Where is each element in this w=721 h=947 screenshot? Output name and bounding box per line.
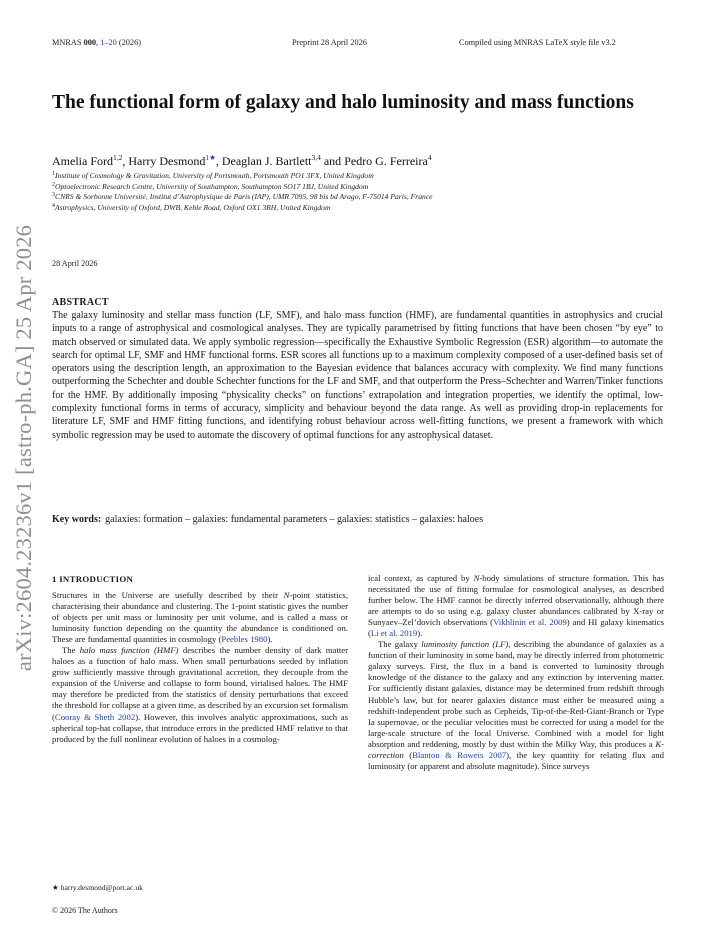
submission-date: 28 April 2026 — [52, 259, 98, 268]
author-list: Amelia Ford$^{1,2}$, Harry Desmond$^{1★}$, Deaglan J. Bartlett$^{3,4}$ and Pedro G. Ferreira$^4$ — [52, 153, 432, 168]
affiliation: $^4$Astrophysics, University of Oxford, DWB, Keble Road, Oxford OX1 3RH, United Kingdom — [52, 202, 331, 212]
keywords-label: Key words: — [52, 514, 102, 525]
arxiv-sidebar — [6, 224, 42, 672]
citation-link[interactable]: Blanton & Roweis 2007 — [412, 749, 507, 760]
author-name: Harry Desmond — [128, 154, 206, 168]
body-column-left — [52, 590, 348, 745]
arxiv-identifier: arXiv:2604.23236v1 [astro-ph.GA] 25 Apr 2026 — [11, 224, 36, 672]
body-column-right — [368, 573, 664, 772]
running-header-preprint: Preprint 28 April 2026 — [292, 38, 367, 47]
paragraph: ical context, as captured by N-body simulations of structure formation. This has necessitated the use of fitting formulae for cosmological analyses, as described further below. The HMF cannot be directly inferred observationally, although there are attempts to do so using e.g. galaxy cluster abundances calibrated by X-ray or Sunyaev–Zel’dovich observations (Vikhlinin et al. 2009) and HI galaxy kinematics (Li et al. 2019). — [368, 573, 664, 639]
abstract-text: The galaxy luminosity and stellar mass function (LF, SMF), and halo mass function (HMF), are fundamental quantities in astrophysics and crucial inputs to a range of astrophysical and cosmological analyses. They are typically parametrised by fitting functions that have been chosen “by eye” to match observed or simulated data. We apply symbolic regression—specifically the Exhaustive Symbolic Regression (ESR) algorithm—to automate the search for optimal LF, SMF and HMF functional forms. ESR scores all functions up to a maximum complexity composed of a user-defined basis set of operators using the description length, an approximation to the Bayesian evidence that balances accuracy with complexity. We find many functions outperforming the Schechter and double Schechter functions for the LF and SMF, and that outperform the Press–Schechter and Warren/Tinker functions for the HMF. By additionally imposing “physicality checks” on functions’ extrapolation and integration properties, we identify the optimal, low-complexity functional forms in terms of accuracy, simplicity and behaviour beyond the data range. As well as providing drop-in replacements for literature LF, SMF and HMF fitting functions, and identifying robust behaviour across well-fitting functions, we present a framework with which symbolic regression may be used to automate the discovery of optimal functions for any astrophysical dataset. — [52, 310, 663, 441]
page-range-link[interactable]: 1–20 — [100, 38, 117, 47]
footnote-email: ★ harry.desmond@port.ac.uk — [52, 883, 143, 892]
keywords-list: galaxies: formation – galaxies: fundamental parameters – galaxies: statistics – galaxies: haloes — [105, 514, 484, 525]
affiliation: $^1$Institute of Cosmology & Gravitation, University of Portsmouth, Portsmouth PO1 3FX, United Kingdom — [52, 171, 374, 180]
paragraph: The galaxy luminosity function (LF), describing the abundance of galaxies as a function of their luminosity in some band, may be directly inferred from photometric galaxy surveys. First, the flux in a band is converted to luminosity through knowledge of the distance to the galaxy and any extinction by intervening matter. For sufficiently distant galaxies, distance may be determined from redshift through Hubble’s law, but for nearer galaxies distance must either be measured using a redshift-independent probe such as Cepheids, Tip-of-the-Red-Giant-Branch or Type Ia supernovae, or the peculiar velocities must be corrected for using a model for the large-scale structure of the local Universe. Combined with a model for light absorption and reddening, mostly by dust within the Milky Way, this produces a K-correction (Blanton & Roweis 2007), the key quantity for relating flux and luminosity (or apparent and absolute magnitude). Since surveys — [368, 639, 664, 771]
paragraph: The halo mass function (HMF) describes the number density of dark matter haloes as a function of halo mass. When small perturbations seeded by inflation grow sufficiently massive through gravitational accretion, they decouple from the expansion of the Universe and collapse to form bound, virialised haloes. The HMF may therefore be predicted from the statistics of density perturbations that exceed the threshold for collapse at a given time, as described by an excursion set formalism (Cooray & Sheth 2002). However, this involves analytic approximations, such as spherical top-hat collapse, that introduce errors in the predicted HMF relative to that produced by the full nonlinear evolution of haloes in a cosmolog- — [52, 645, 348, 744]
running-header-journal: MNRAS 000, 1–20 (2026) — [52, 38, 141, 47]
citation-link[interactable]: Li et al. 2019 — [370, 628, 418, 639]
author-name: Amelia Ford — [52, 154, 113, 168]
corresponding-author-mark[interactable]: 1★ — [205, 153, 216, 162]
section-heading-introduction: 1 INTRODUCTION — [52, 574, 134, 584]
affiliations — [52, 170, 692, 212]
citation-link[interactable]: Vikhlinin et al. 2009 — [493, 617, 567, 628]
author-name: Pedro G. Ferreira — [344, 154, 428, 168]
paragraph: Structures in the Universe are usefully described by their N-point statistics, characterising their abundance and clustering. The 1-point statistic gives the number of objects per unit mass or luminosity per unit volume, and is called a mass or luminosity function depending on the quantity the abundance is conditioned on. These are fundamental quantities in cosmology (Peebles 1980). — [52, 590, 348, 645]
paper-title: The functional form of galaxy and halo luminosity and mass functions — [52, 92, 634, 113]
affiliation: $^3$CNRS & Sorbonne Université, Institut d’Astrophysique de Paris (IAP), UMR 7095, 98 bis bd Arago, F-75014 Paris, France — [52, 192, 433, 202]
affiliation: $^2$Optoelectronic Research Centre, University of Southampton, Southampton SO17 1BJ, United Kingdom — [52, 181, 369, 191]
abstract-heading: ABSTRACT — [52, 297, 109, 308]
running-header-compiled: Compiled using MNRAS LaTeX style file v3.2 — [459, 38, 616, 47]
copyright-notice: © 2026 The Authors — [52, 906, 118, 915]
citation-link[interactable]: Cooray & Sheth 2002 — [54, 711, 136, 722]
author-name: Deaglan J. Bartlett — [221, 154, 312, 168]
citation-link[interactable]: Peebles 1980 — [221, 634, 268, 645]
keywords — [52, 514, 672, 525]
